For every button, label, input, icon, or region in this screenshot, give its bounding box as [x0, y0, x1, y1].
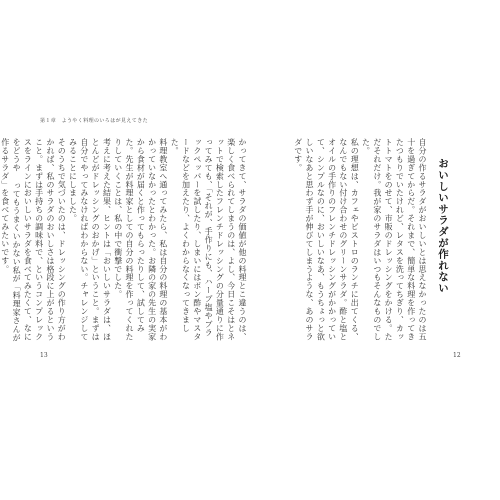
- page-number-right: 12: [453, 352, 461, 359]
- left-page-body: [0, 138, 248, 343]
- paragraph: 自分の作るサラダがおいしいとは思えなかったのは五十を過ぎてからだ。それまで、簡単な料理を作ってきたつもりでいたけれど、レタスを洗ってちぎり、カットトマトをのせて、市販のドレッシングをかける。ただそれだけ。我が家のサラダはいつもそんなものでした。: [361, 138, 427, 341]
- paragraph: 料理教室へ通ってみたら、私は自分の料理の基本がわかっていなかったとわかった。お隣の家の先生の実家から食材が届くと作ってもらったりして、試してみた。先生が料理家としての自分の料理を作ってくれたりしていくことは、私の中で衝撃でした。: [113, 138, 168, 341]
- paragraph: 私の理想は、カフェやビストロのランチに出てくる、なんでもない付け合わせのグリーンサラダ。酢と塩とオイルの手作りのフレンチドレッシングがかかっていて、シンプルなのに、おいしいなあ、もうちょっと欲しいなあと思わず手が伸びてしまうような、あのサラダです。: [293, 138, 360, 341]
- section-title: おいしいサラダが作れない: [437, 158, 449, 294]
- paragraph: そのうちで気づいたのは、ドレッシングの作り方がわかれば、私のサラダのおいしさは格段に上がるということ。まずは手持ちの調味料で、というコンプレックスをラインにおいしいサラダを食べてみたくて、なにをどうや ってもうまくいかない私が「料理家さんが作るサラダ」を食べてみたいです。: [0, 138, 67, 342]
- right-page-body: [252, 138, 428, 343]
- right-page: [250, 0, 500, 500]
- running-head: 第１章 ようやく料理のいろはが見えてきた: [40, 118, 149, 124]
- paragraph: かってきて、サラダの価値が他の料理とこ違うのは、楽しく食べられてしまうのは、よし、今日こそはとネットで検索したフレンチドレッシングの分量通りに作ってみても、「それが、手作りにも、ハーブ塩やブラックペッパーを試したり、しまいにはポン酢やマスタードなどを加えたり、よくわからなくなってきました。: [170, 138, 247, 341]
- paragraph: 考えに考えた結果、ヒントは「おいしいサラダは、ほとんどがドレッシングのおかげ」ということ。まずは自分でやってみなければわからない。チャレンジしてみることにしました。: [68, 138, 112, 341]
- page-number-left: 13: [40, 352, 48, 359]
